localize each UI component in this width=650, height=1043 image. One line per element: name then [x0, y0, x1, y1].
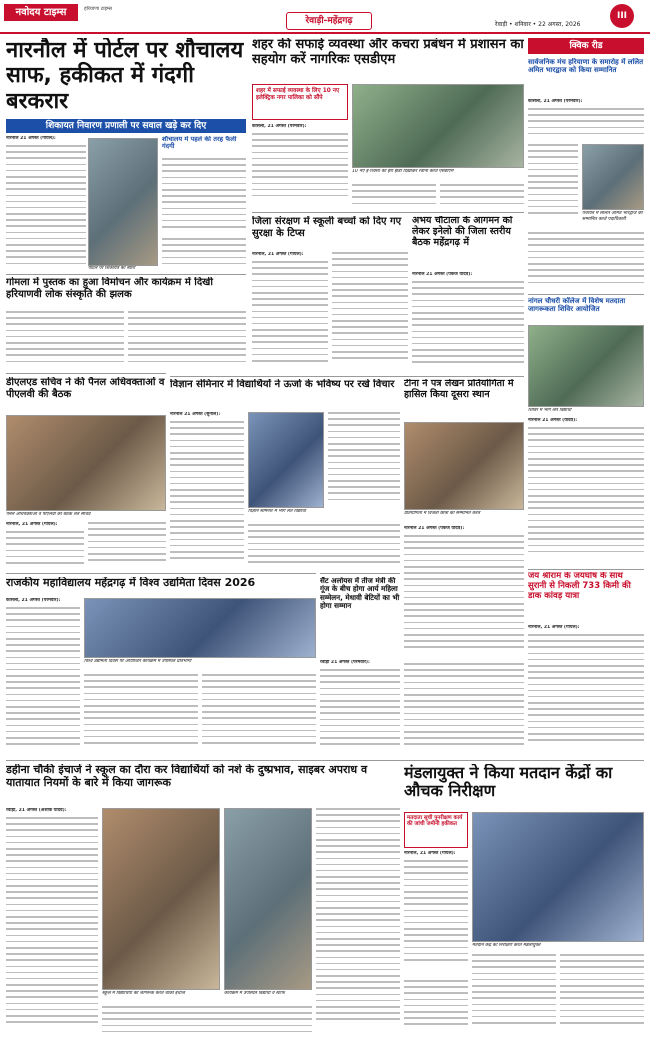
tina-photo-caption: प्रतियोगिता में विजेता छात्रा को सम्मानित करते	[404, 511, 480, 516]
bal-body-col1	[252, 261, 328, 373]
univ-body-col2	[84, 674, 198, 757]
lead-strap: शिकायत निवारण प्रणाली पर सवाल खड़े कर दिए	[6, 119, 246, 133]
police-photo1-caption: स्कूल में विद्यार्थियों को जागरूक करते चौकी इंचार्ज	[102, 991, 185, 996]
mandal-body-col1b	[404, 980, 468, 1037]
divider	[252, 212, 524, 213]
qr1-body-side	[528, 144, 578, 230]
mandal-photo	[472, 812, 644, 942]
science-body-col3	[248, 524, 400, 571]
divider	[6, 274, 246, 275]
mandal-body-col2	[472, 954, 556, 1037]
science-body-col1	[170, 421, 244, 571]
univ-photo-caption: विश्व उद्यमिता दिवस पर आयोजित कार्यक्रम में उपस्थित प्रतिभागी	[84, 659, 192, 664]
divider	[170, 376, 524, 377]
mandal-body-col3	[560, 954, 644, 1037]
divider	[320, 573, 400, 574]
police-headline: डहीना चौकी इंचार्ज ने स्कूल का दौरा कर विद्यार्थियों को नशे के दुष्प्रभाव, साइबर अपराध व यातायात नियमों के बारे में किया जागरूक	[6, 764, 368, 789]
gomla-headline: गोमला में पुस्तक का हुआ विमोचन और कार्यक्रम में दिखी हरियाणवी लोक संस्कृति की झलक	[6, 277, 213, 300]
lead-headline: नारनौल में पोर्टल पर शौचालय साफ, हकीकत में गंदगी बरकरार	[6, 38, 244, 114]
section-label: रेवाड़ी-महेंद्रगढ़	[286, 12, 372, 30]
city-bullet: शहर में सफाई व्यवस्था के लिए 10 नए इलेक्ट्रिक नगर पालिका को सौंपे	[256, 88, 340, 101]
lead-photo	[88, 138, 158, 266]
tina-dateline: नारनौल 21 अगस्त (पंकज यादव):	[404, 526, 465, 531]
lead-inset-head: शौचालय में पहले की तरह फैली गंदगी	[162, 136, 237, 151]
police-body-col2	[316, 808, 400, 1037]
science-headline: विज्ञान सेमिनार में विद्यार्थियों ने ऊर्जा के भविष्य पर रखे विचार	[170, 379, 395, 390]
qr1-dateline: कोसली, 21 अगस्त (परमवीर):	[528, 99, 583, 104]
city-bullet-box	[252, 84, 348, 120]
dpe-photo-caption: पैनल अधिवक्ताओं व पीएलवी की बैठक लेते सचिव	[6, 512, 91, 517]
divider	[6, 373, 166, 374]
qr1-body	[528, 108, 644, 142]
divider	[528, 569, 644, 570]
qr3-dateline: नारनौल, 21 अगस्त (गोयल):	[528, 625, 580, 630]
city-dateline: कोसली, 21 अगस्त (परमवीर):	[252, 124, 307, 129]
science-body-col2	[328, 412, 400, 508]
bal-dateline: नारनौल, 21 अगस्त (गोयल):	[252, 252, 304, 257]
divider	[6, 760, 644, 761]
mandal-headline: मंडलायुक्त ने किया मतदान केंद्रों का औचक निरीक्षण	[404, 764, 613, 801]
bal-body-col2	[332, 252, 408, 373]
qr1-headline: सार्वजनिक मंच हरियाणा के समारोह में ललित अमित भारद्वाज को किया सम्मानित	[528, 58, 644, 75]
qr2-body	[528, 427, 644, 567]
dpe-headline: डीएलएड सचिव ने की पैनल अधिवक्ताओं व पीएलवी की बैठक	[6, 377, 165, 400]
lead-inset-body	[162, 158, 246, 238]
tina-photo	[404, 422, 524, 510]
science-photo-caption: विज्ञान सेमिनार में भाग लेते विद्यार्थी	[248, 509, 306, 514]
lead-body-col3	[162, 238, 246, 272]
qr2-photo	[528, 325, 644, 407]
city-headline: शहर की सफाई व्यवस्था और कचरा प्रबंधन में प्रशासन का सहयोग करें नागरिकः एसडीएम	[252, 38, 524, 67]
univ-headline: राजकीय महाविद्यालय महेंद्रगढ़ में विश्व उद्यमिता दिवस 2026	[6, 577, 256, 589]
police-body-col3	[102, 1006, 312, 1037]
mandal-photo-caption: मतदान केंद्र का निरीक्षण करते मंडलायुक्त	[472, 943, 541, 948]
city-body-col2	[352, 184, 436, 210]
tina-body	[404, 535, 524, 661]
gomla-body-col1	[6, 311, 124, 371]
lead-dateline: नारनौल 21 अगस्त (गोयल):	[6, 136, 56, 141]
mandal-bullet-box	[404, 812, 468, 848]
qr2-dateline: नारनौल 21 अगस्त (यादव):	[528, 418, 578, 423]
lead-photo-caption: पोर्टल पर शिकायत का ब्यौरा	[88, 266, 136, 271]
univ-photo	[84, 598, 316, 658]
qr1-photo	[582, 144, 644, 210]
police-dateline: रेवाड़ी, 21 अगस्त (अशोक यादव):	[6, 808, 67, 813]
tina-headline: टीना ने पत्र लेखन प्रतियोगिता में हासिल किया दूसरा स्थान	[404, 379, 514, 400]
page-number: III	[610, 4, 634, 28]
dpe-body-col2	[88, 522, 166, 571]
teej-body-col2	[404, 663, 524, 757]
teej-headline: सैंट अलोयस में तीज मंत्री की गूंज के बीच होगा आर्य महिला सम्मेलन, मेधावी बेटियों का भी होगा सम्मान	[320, 577, 400, 610]
gomla-body-col2	[128, 311, 246, 371]
police-photo-2	[224, 808, 312, 990]
chautala-headline: अभय चौटाला के आगमन को लेकर इनेलो की जिला स्तरीय बैठक महेंद्रगढ़ में	[412, 216, 513, 248]
chautala-dateline: नारनौल 21 अगस्त (पंकज यादव):	[412, 272, 473, 277]
quick-read-label: क्विक रीड	[528, 38, 644, 54]
qr1-body-bottom	[528, 232, 644, 292]
univ-dateline: कोसली, 21 अगस्त (परमवीर):	[6, 598, 61, 603]
divider	[528, 294, 644, 295]
qr3-body	[528, 634, 644, 757]
teej-dateline: रेवाड़ी 21 अगस्त (परमवीर):	[320, 660, 370, 665]
qr1-photo-caption: पंचायत में ललित अमित भारद्वाज को सम्मानित करते पदाधिकारी	[582, 211, 643, 222]
chautala-body	[412, 281, 524, 373]
lead-body-col1	[6, 145, 86, 271]
dpe-dateline: नारनौल, 21 अगस्त (गोयल):	[6, 522, 58, 527]
divider	[6, 573, 316, 574]
mandal-bullet: मतदाता सूची पुनरीक्षण कार्य की जांची जमीनी हकीकत	[407, 815, 463, 828]
dpe-photo	[6, 415, 166, 511]
univ-body-col1	[6, 607, 80, 757]
qr2-photo-caption: शिविर में भाग लेते विद्यार्थी	[528, 408, 572, 413]
dpe-body-col1	[6, 531, 84, 571]
mandal-dateline: नारनौल, 21 अगस्त (गोयल):	[404, 851, 456, 856]
city-body-col3	[440, 184, 524, 210]
city-body-col1	[252, 133, 348, 209]
city-photo-caption: 10 नए ई-रिक्शा को हरी झंडी दिखाकर रवाना करते एसडीएम	[352, 169, 454, 174]
police-photo2-caption: कार्यक्रम में उपस्थित विद्यार्थी व स्टाफ	[224, 991, 285, 996]
science-dateline: नारनौल 21 अगस्त (सुनील):	[170, 412, 221, 417]
univ-body-col3	[202, 674, 316, 757]
qr3-headline: जय श्रीराम के जयघोष के साथ सुरानी से निकली 733 किमी की डाक कांवड़ यात्रा	[528, 572, 631, 601]
bal-headline: जिला संरक्षण में स्कूली बच्चों को दिए गए सुरक्षा के टिप्स	[252, 216, 402, 239]
police-photo-1	[102, 808, 220, 990]
qr2-headline: नांगल चौधरी कॉलेज में विशेष मतदाता जागरूकता शिविर आयोजित	[528, 297, 626, 314]
masthead-left-text: हरियाणा टाइम्स	[84, 6, 112, 12]
teej-body	[320, 669, 400, 757]
science-photo	[248, 412, 324, 508]
police-body-col1	[6, 817, 98, 1037]
city-photo	[352, 84, 524, 168]
masthead-date: रेवाड़ी • शनिवार • 22 अगस्त, 2026	[495, 21, 581, 28]
brand-logo: नवोदय टाइम्स	[4, 4, 78, 21]
mandal-body-col1	[404, 860, 468, 978]
